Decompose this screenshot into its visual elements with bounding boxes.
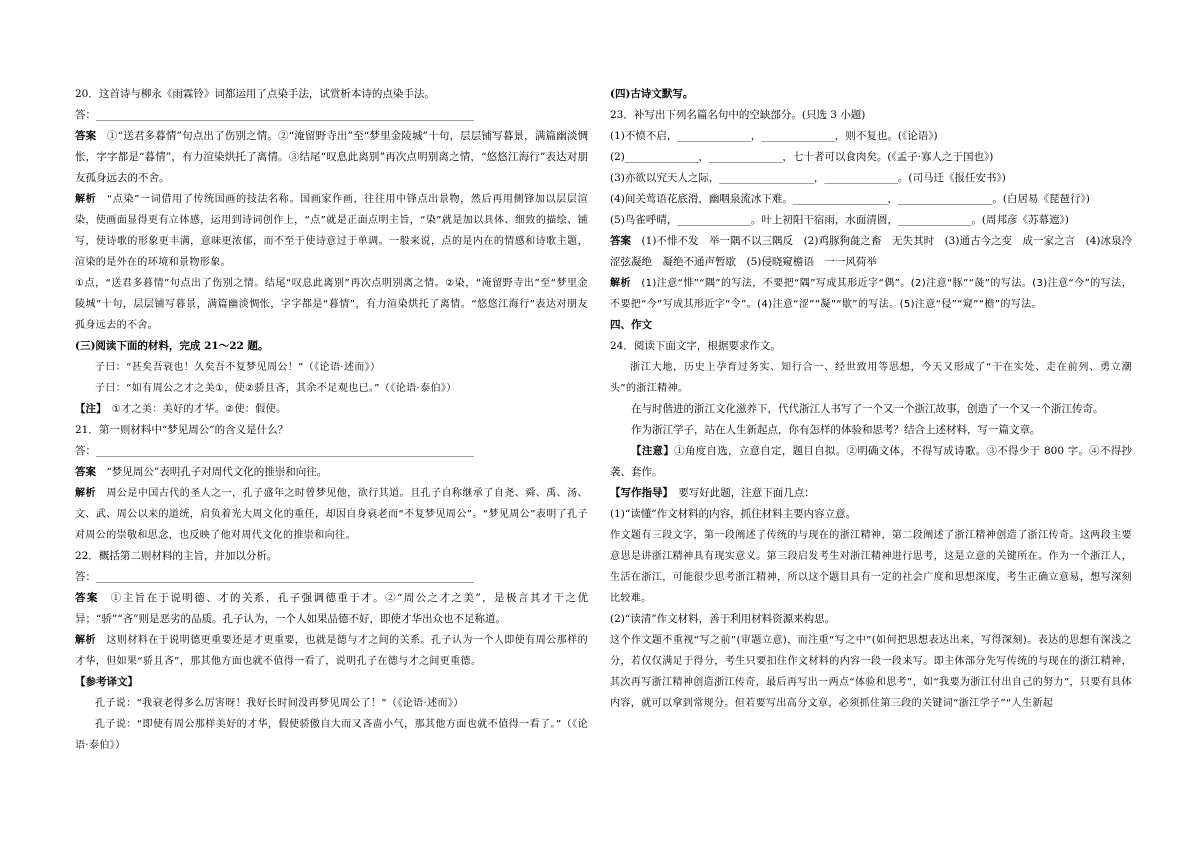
q20-answer-line: 答：________________________________________________________________________ [75,109,474,121]
guide-label: 【写作指导】 [610,487,668,499]
note-text: ①才之美：美好的才华。②使：假使。 [111,404,287,415]
analysis-text: “点染”一词借用了传统国画的技法名称。国画家作画，往往用中锋点出景物，然后再用侧锋加以层层渲染，使画面显得更有立体感，运用到诗词创作上，“点”就是正面点明主旨，“染”就是加以具体、细致的描绘、铺写，使诗歌的形象更丰满，意味更浓郁，而不至于使诗意过于单调。一般来说，点的是内在的情感和诗歌主题，渲染的是外在的环境和景物形象。 [75,194,588,268]
q21-answer [75,462,588,483]
q21-answer-line: 答：________________________________________________________________________ [75,445,474,457]
answer-label: 答案 [75,130,97,142]
q23-item-1: (1)不愤不启，______________，______________，则不复也。(《论语》) [610,130,938,142]
essay-note [610,441,1132,483]
writing-guide [610,483,1132,504]
guide-2-title: (2)“读清”作文材料，善于利用材料资源来构思。 [610,613,836,625]
guide-intro: 要写好此题，注意下面几点： [678,487,815,499]
guide-1-text: 作文题有三段文字，第一段阐述了传统的与现在的浙江精神，第二段阐述了浙江精神创造了浙江传奇。这两段主要意思是讲浙江精神具有现实意义。第三段启发考生对浙江精神进行思考，这是立意的关键所在。作为一个浙江人，生活在浙江，可能很少思考浙江精神，所以这个题目具有一定的社会广度和思想深度，考生正确立意易，想写深刻比较难。 [610,530,1132,604]
q21-question: 21．第一则材料中“梦见周公”的含义是什么？ [75,424,289,436]
analysis-text: 这则材料在于说明德更重要还是才更重要，也就是德与才之间的关系。孔子认为一个人即使有周公那样的才华，但如果“骄且吝”，那其他方面也就不值得一看了，说明孔子在德与才之间更重德。 [75,635,589,667]
q23-question: 23．补写出下列名篇名句中的空缺部分。(只选 3 小题) [610,109,866,121]
analysis-label: 解析 [610,278,631,289]
quote-2: 子曰：“如有周公之才之美①，使②骄且吝，其余不足观也已。”（《论语·泰伯》） [95,383,457,394]
answer-text: (1)不悱不发 举一隅不以三隅反 (2)鸡豚狗彘之畜 无失其时 (3)通古今之变 成一家之言 (4)冰泉冷涩弦凝绝 凝绝不通声暂歇 (5)侵晓窥檐语 一一风荷举 [610,235,1133,268]
q23-item-2: (2)______________，______________，七十者可以食肉矣。(《孟子·寡人之于国也》) [610,151,994,163]
answer-label: 答案 [75,466,96,478]
section4-title: (四)古诗文默写。 [610,88,694,100]
answer-text: ①“送君多暮情”句点出了伤别之情。②“淹留野寺出”至“梦里金陵城”十句，层层铺写暮景，满篇幽淡惆怅，字字都是“暮情”，有力渲染烘托了离情。③结尾“叹息此离别”再次点明别离之情，“悠悠江海行”表达对朋友孤身远去的不舍。 [75,130,589,184]
answer-label: 答案 [610,235,632,247]
q20-question: 20．这首诗与柳永《雨霖铃》词都运用了点染手法，试赏析本诗的点染手法。 [75,88,435,100]
left-column [75,84,588,756]
q23-item-5: (5)鸟雀呼晴，______________。叶上初阳干宿雨，水面清圆，______________。(周邦彦《苏幕遮》) [610,214,1069,226]
analysis-text: 周公是中国古代的圣人之一，孔子盛年之时曾梦见他，欲行其道。且孔子自称继承了自尧、舜、禹、汤、文、武、周公以来的道统，肩负着光大周文化的重任，却因自身衰老而“不复梦见周公”。“梦见周公”表明了孔子对周公的崇敬和思念，也反映了他对周代文化的推崇和向往。 [75,488,589,541]
prompt-para-3: 作为浙江学子，站在人生新起点，你有怎样的体验和思考？结合上述材料，写一篇文章。 [631,424,1041,436]
q20-analysis-2: ①点，“送君多暮情”句点出了伤别之情。结尾“叹息此离别”再次点明别离之情。②染，“淹留野寺出”至“梦里金陵城”十句，层层铺写暮景，满篇幽淡惆怅，字字都是“暮情”，有力渲染烘托了离情。“悠悠江海行”表达对朋友孤身远去的不舍。 [75,278,588,331]
q21-analysis [75,483,588,546]
answer-text: “梦见周公”表明孔子对周代文化的推崇和向往。 [106,466,328,478]
note-text: ①角度自选，立意自定，题目自拟。②明确文体，不得写成诗歌。③不得少于 800 字。④不得抄袭、套作。 [610,445,1132,478]
prompt-para-1: 浙江大地，历史上孕育过务实、知行合一、经世致用等思想，今天又形成了“干在实处、走在前列、勇立潮头”的浙江精神。 [610,362,1132,394]
analysis-text: (1)注意“悱”“隅”的写法，不要把“隅”写成其形近字“偶”。(2)注意“豚”“彘”的写法。(3)注意“今”的写法，不要把“今”写成其形近字“令”。(4)注意“涩”“凝”“歇”的写法。(5)注意“侵”“窥”“檐”的写法。 [610,278,1132,310]
right-column [610,84,1132,714]
section3-title: (三)阅读下面的材料，完成 21～22 题。 [75,340,269,352]
q20-answer [75,126,588,189]
q23-analysis [610,273,1132,315]
q20-analysis [75,189,588,273]
analysis-label: 解析 [75,488,96,499]
q22-question: 22．概括第二则材料的主旨，并加以分析。 [75,550,278,562]
note-label: 【注意】 [631,445,675,457]
note-label: 【注】 [75,403,102,415]
analysis-label: 解析 [75,194,97,205]
answer-text: ①主旨在于说明德、才的关系，孔子强调德重于才。②“周公之才之美”，是极言其才干之优异；“骄”“吝”则是恶劣的品质。孔子认为，一个人如果品德不好，即使才华出众也不足称道。 [75,592,589,625]
translation-line-2: 孔子说：“即使有周公那样美好的才华，假使骄傲自大而又吝啬小气，那其他方面也就不值得一看了。”（《论语·泰伯》） [75,719,588,751]
guide-1-title: (1)“读懂”作文材料的内容，抓住材料主要内容立意。 [610,508,857,520]
prompt-para-2: 在与时偕进的浙江文化滋养下，代代浙江人书写了一个又一个浙江故事，创造了一个又一个浙江传奇。 [631,403,1104,415]
guide-2-text: 这个作文题不重视“写之前”(审题立意)，而注重“写之中”(如何把思想表达出来，写得深刻)。表达的思想有深浅之分，若仅仅满足于得分，考生只要扣住作文材料的内容一段一段来写。即主体部分先写传统的与现在的浙江精神，其次再写浙江精神创造浙江传奇，最后再写出一两点“体验和思考”，如“我要为浙江付出自己的努力”，只要有具体内容，就可以拿到常规分。但若要写出高分文章，必须抓住第三段的关键词“浙江学子”“人生新起 [610,635,1132,709]
note [75,399,588,420]
section5-title: 四、作文 [610,319,652,331]
q24-question: 24．阅读下面文字，根据要求作文。 [610,340,781,352]
q22-answer-line: 答：________________________________________________________________________ [75,571,474,583]
answer-label: 答案 [75,592,99,604]
q22-answer [75,588,588,630]
q23-item-3: (3)亦欲以究天人之际，__________________，______________。(司马迁《报任安书》) [610,172,1006,184]
analysis-label: 解析 [75,635,96,646]
q23-answer [610,231,1132,273]
q23-item-4: (4)间关莺语花底滑，幽咽泉流冰下难。__________________，__________________。(白居易《琵琶行》) [610,193,1090,205]
translation-title: 【参考译文】 [75,676,138,688]
translation-line-1: 孔子说：“我衰老得多么厉害呀！我好长时间没再梦见周公了！”（《论语·述而》） [95,698,464,709]
quote-1: 子曰：“甚矣吾衰也！久矣吾不复梦见周公！”（《论语·述而》） [95,362,381,373]
q22-analysis [75,630,588,672]
